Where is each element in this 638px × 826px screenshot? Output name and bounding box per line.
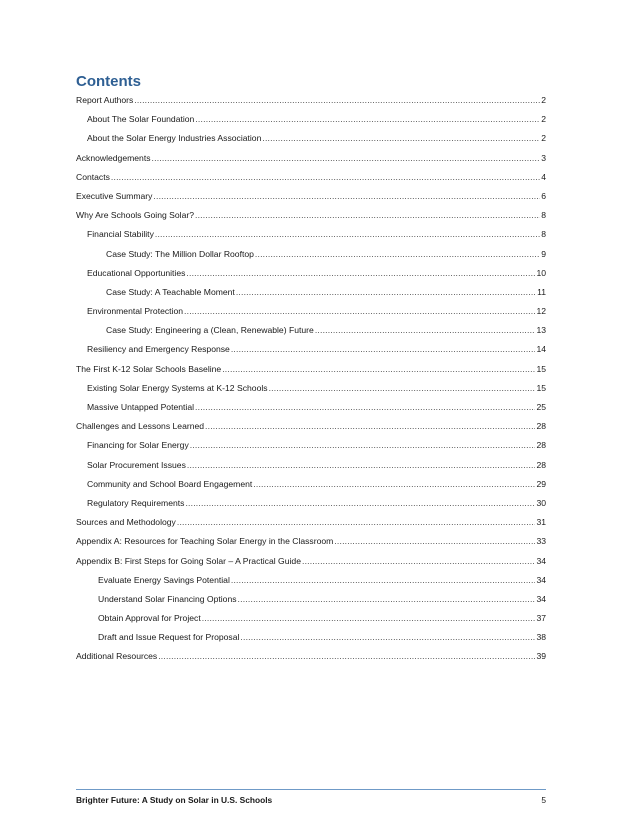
toc-dot-leader — [238, 593, 536, 606]
toc-entry[interactable] — [76, 286, 546, 305]
toc-entry-page: 25 — [536, 402, 546, 412]
toc-entry-page: 2 — [541, 114, 546, 125]
toc-entry-page: 15 — [536, 363, 546, 374]
toc-entry[interactable] — [76, 190, 546, 209]
toc-entry[interactable] — [76, 459, 546, 478]
toc-dot-leader — [222, 363, 535, 376]
toc-entry-title: Draft and Issue Request for Proposal — [98, 632, 240, 643]
toc-entry-title: Executive Summary — [76, 190, 153, 201]
toc-entry-title: Acknowledgements — [76, 152, 151, 163]
toc-entry-page: 28 — [536, 440, 546, 451]
toc-entry-title: Why Are Schools Going Solar? — [76, 210, 194, 221]
toc-dot-leader — [187, 459, 536, 472]
toc-entry[interactable] — [76, 248, 546, 267]
toc-entry-title: About The Solar Foundation — [87, 114, 195, 125]
toc-entry-title: Case Study: Engineering a (Clean, Renewable) Future — [106, 325, 314, 336]
toc-entry-page: 30 — [536, 497, 546, 508]
toc-dot-leader — [153, 190, 540, 203]
toc-dot-leader — [231, 343, 536, 356]
toc-entry-page: 15 — [536, 382, 546, 393]
toc-entry-title: Community and School Board Engagement — [87, 478, 253, 489]
toc-dot-leader — [155, 228, 540, 241]
toc-entry-page: 8 — [541, 229, 546, 240]
contents-heading: Contents — [76, 73, 141, 90]
toc-dot-leader — [158, 650, 535, 663]
toc-entry-title: Financial Stability — [87, 229, 154, 240]
toc-dot-leader — [195, 401, 535, 414]
toc-entry-title: Report Authors — [76, 95, 134, 105]
toc-dot-leader — [184, 305, 535, 318]
toc-entry-title: Environmental Protection — [87, 306, 184, 317]
toc-dot-leader — [236, 286, 536, 299]
toc-dot-leader — [185, 497, 535, 510]
toc-dot-leader — [269, 382, 536, 395]
toc-entry-title: Existing Solar Energy Systems at K-12 Schools — [87, 382, 268, 393]
toc-entry[interactable] — [76, 94, 546, 113]
toc-entry[interactable] — [76, 439, 546, 458]
toc-entry[interactable] — [76, 420, 546, 439]
toc-entry-title: Contacts — [76, 171, 110, 182]
toc-entry-page: 2 — [541, 95, 546, 105]
toc-entry[interactable] — [76, 209, 546, 228]
toc-entry-page: 38 — [536, 632, 546, 643]
toc-entry-title: Massive Untapped Potential — [87, 402, 195, 412]
toc-entry-page: 3 — [541, 152, 546, 163]
toc-entry-page: 10 — [536, 267, 546, 278]
toc-entry-page: 28 — [536, 421, 546, 432]
toc-entry-title: Additional Resources — [76, 651, 158, 662]
toc-dot-leader — [134, 94, 540, 107]
toc-entry[interactable] — [76, 305, 546, 324]
toc-entry-page: 12 — [536, 306, 546, 317]
toc-entry-page: 2 — [541, 133, 546, 144]
toc-entry-title: Appendix A: Resources for Teaching Solar Energy in the Classroom — [76, 536, 334, 547]
toc-entry-page: 6 — [541, 190, 546, 201]
toc-dot-leader — [205, 420, 535, 433]
toc-entry-title: Understand Solar Financing Options — [98, 593, 237, 604]
toc-dot-leader — [195, 113, 540, 126]
toc-entry-page: 14 — [536, 344, 546, 355]
toc-dot-leader — [240, 631, 535, 644]
toc-entry-page: 8 — [541, 210, 546, 221]
toc-entry[interactable] — [76, 631, 546, 650]
toc-entry[interactable] — [76, 132, 546, 151]
toc-dot-leader — [334, 535, 535, 548]
toc-entry[interactable] — [76, 401, 546, 420]
toc-entry-title: Obtain Approval for Project — [98, 613, 201, 624]
table-of-contents — [76, 94, 546, 670]
toc-entry-title: About the Solar Energy Industries Association — [87, 133, 262, 144]
toc-entry-title: Evaluate Energy Savings Potential — [98, 574, 230, 585]
toc-dot-leader — [152, 152, 541, 165]
toc-dot-leader — [315, 324, 536, 337]
toc-dot-leader — [302, 555, 535, 568]
toc-dot-leader — [186, 267, 535, 280]
toc-entry[interactable] — [76, 343, 546, 362]
toc-entry-title: Case Study: The Million Dollar Rooftop — [106, 248, 254, 259]
toc-entry-page: 34 — [536, 593, 546, 604]
toc-entry[interactable] — [76, 363, 546, 382]
toc-entry-page: 29 — [536, 478, 546, 489]
toc-entry[interactable] — [76, 478, 546, 497]
footer-page-number: 5 — [541, 795, 546, 805]
footer-divider — [76, 789, 546, 790]
toc-entry[interactable] — [76, 267, 546, 286]
toc-entry[interactable] — [76, 535, 546, 554]
toc-entry-page: 34 — [536, 574, 546, 585]
toc-entry[interactable] — [76, 152, 546, 171]
toc-dot-leader — [202, 612, 536, 625]
toc-entry[interactable] — [76, 113, 546, 132]
toc-entry[interactable] — [76, 171, 546, 190]
toc-dot-leader — [231, 574, 536, 587]
toc-dot-leader — [262, 132, 540, 145]
toc-entry[interactable] — [76, 555, 546, 574]
toc-entry-title: Solar Procurement Issues — [87, 459, 186, 470]
toc-dot-leader — [255, 248, 540, 261]
footer-report-title: Brighter Future: A Study on Solar in U.S. Schools — [76, 795, 273, 805]
toc-dot-leader — [190, 439, 536, 452]
toc-entry[interactable] — [76, 497, 546, 516]
toc-entry-page: 37 — [536, 613, 546, 624]
toc-entry-title: The First K-12 Solar Schools Baseline — [76, 363, 222, 374]
toc-entry-title: Regulatory Requirements — [87, 497, 185, 508]
toc-entry[interactable] — [76, 612, 546, 631]
toc-entry-title: Financing for Solar Energy — [87, 440, 189, 451]
toc-entry[interactable] — [76, 650, 546, 669]
toc-dot-leader — [195, 209, 540, 222]
toc-entry-page: 39 — [536, 651, 546, 662]
toc-entry-title: Case Study: A Teachable Moment — [106, 286, 235, 297]
toc-entry[interactable] — [76, 574, 546, 593]
toc-entry-title: Educational Opportunities — [87, 267, 186, 278]
toc-dot-leader — [111, 171, 540, 184]
toc-entry-title: Appendix B: First Steps for Going Solar – A Practical Guide — [76, 555, 301, 566]
toc-dot-leader — [177, 516, 536, 529]
toc-entry-title: Resiliency and Emergency Response — [87, 344, 230, 355]
toc-entry-page: 28 — [536, 459, 546, 470]
toc-entry[interactable] — [76, 516, 546, 535]
toc-entry[interactable] — [76, 593, 546, 612]
toc-entry-page: 33 — [536, 536, 546, 547]
toc-entry-page: 31 — [536, 517, 546, 528]
toc-entry[interactable] — [76, 382, 546, 401]
toc-entry-page: 4 — [541, 171, 546, 182]
toc-entry[interactable] — [76, 324, 546, 343]
toc-entry-title: Challenges and Lessons Learned — [76, 421, 205, 432]
toc-entry-title: Sources and Methodology — [76, 517, 176, 528]
toc-entry-page: 13 — [536, 325, 546, 336]
toc-entry[interactable] — [76, 228, 546, 247]
toc-entry-page: 11 — [537, 286, 546, 297]
toc-entry-page: 9 — [541, 248, 546, 259]
toc-entry-page: 34 — [536, 555, 546, 566]
toc-dot-leader — [253, 478, 535, 491]
